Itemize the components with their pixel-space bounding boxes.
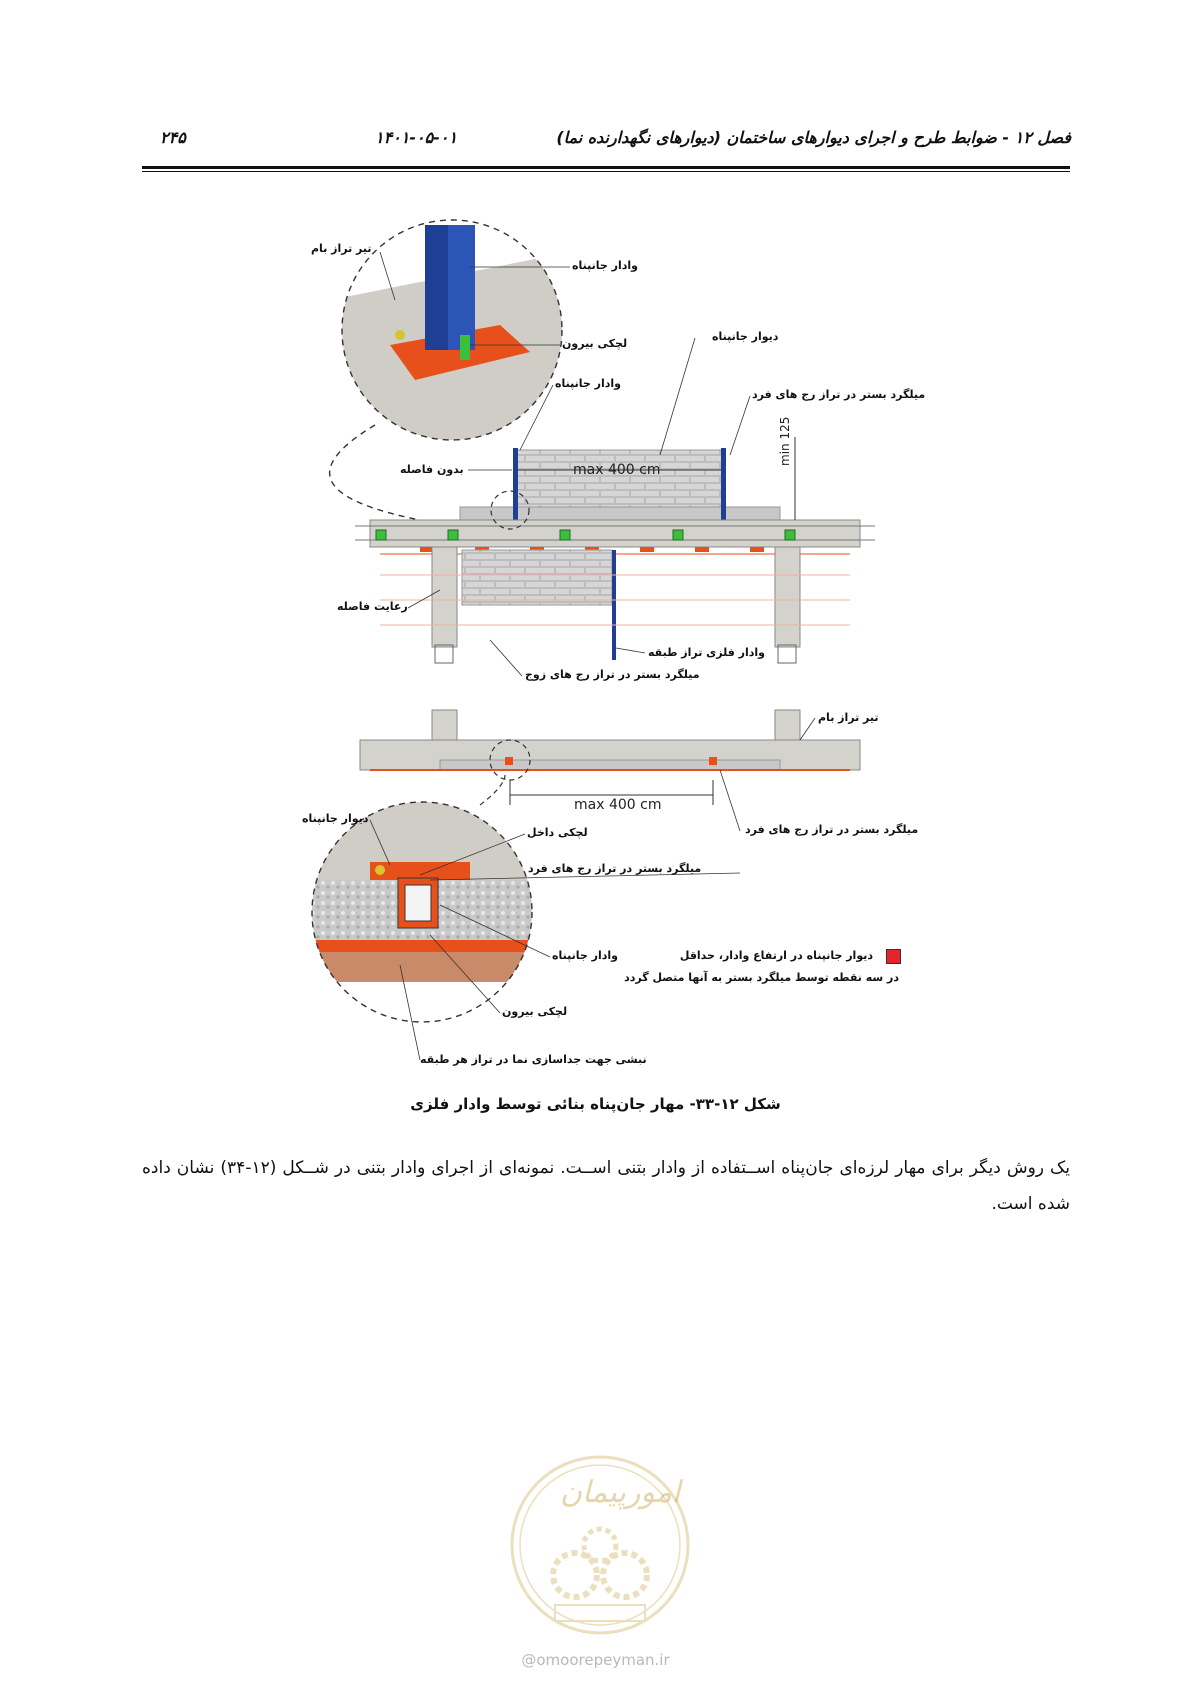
label-inner-angle: لچکی داخل [527, 826, 588, 839]
label-parapet-stud-detail: وادار جانپناه [552, 949, 618, 962]
label-keep-gap: رعایت فاصله [337, 600, 408, 613]
label-rebar-even: میلگرد بستر در تراز رج های زوج [525, 668, 700, 681]
chapter-title: فصل ۱۲ - ضوابط طرح و اجرای دیوارهای ساختمان (دیوارهای نگهدارنده نما) [556, 128, 1071, 147]
legend-line-1: دیوار جانپناه در ارتفاع وادار، حداقل [679, 949, 873, 962]
label-rebar-odd-detail: میلگرد بستر در تراز رج های فرد [528, 862, 702, 875]
label-facade-angle: نبشی جهت جداسازی نما در تراز هر طبقه [420, 1053, 647, 1066]
label-roof-beam-top: تیر تراز بام [311, 242, 372, 255]
label-parapet-stud-top: وادار جانپناه [572, 259, 638, 272]
plan [360, 710, 860, 805]
legend-line-2: در سه نقطه توسط میلگرد بستر به آنها متصل گردد [624, 971, 899, 984]
page-number: ۲۴۵ [160, 128, 186, 147]
legend-swatch [886, 949, 901, 964]
label-roof-beam-plan: تیر تراز بام [818, 711, 879, 724]
header-date: ۱۴۰۱-۰۵-۰۱ [375, 128, 458, 147]
label-parapet-wall: دیوار جانپناه [712, 330, 779, 343]
dim-max400-elevation: max 400 cm [573, 462, 661, 478]
label-parapet-wall-detail: دیوار جانپناه [302, 812, 369, 825]
label-parapet-stud-mid: وادار جانپناه [555, 377, 621, 390]
label-rebar-odd-plan: میلگرد بستر در تراز رج های فرد [745, 823, 919, 836]
label-outer-angle-detail: لچکی بیرون [502, 1005, 568, 1018]
label-no-gap: بدون فاصله [400, 463, 464, 476]
watermark-text: @omoorepeyman.ir [521, 1651, 670, 1669]
label-rebar-odd: میلگرد بستر در تراز رج های فرد [752, 388, 926, 401]
figure-caption: شکل ۱۲-۳۳- مهار جان‌پناه بنائی توسط وادار فلزی [410, 1095, 781, 1113]
watermark-logo-word: امورپیمان [560, 1475, 681, 1510]
body-paragraph: یک روش دیگر برای مهار لرزه‌ای جان‌پناه اســتفاده از وادار بتنی اســت. نمونه‌ای از اجرای وادار بتنی در شــکل (۱۲-۳۴) نشان داده شده است. [142, 1158, 1070, 1214]
label-floor-steel-stud: وادار فلزی تراز طبقه [648, 646, 765, 659]
dim-max400-plan: max 400 cm [574, 797, 662, 813]
dim-min125: min 125 [778, 416, 792, 466]
label-outer-angle-top: لچکی بیرون [562, 337, 628, 350]
